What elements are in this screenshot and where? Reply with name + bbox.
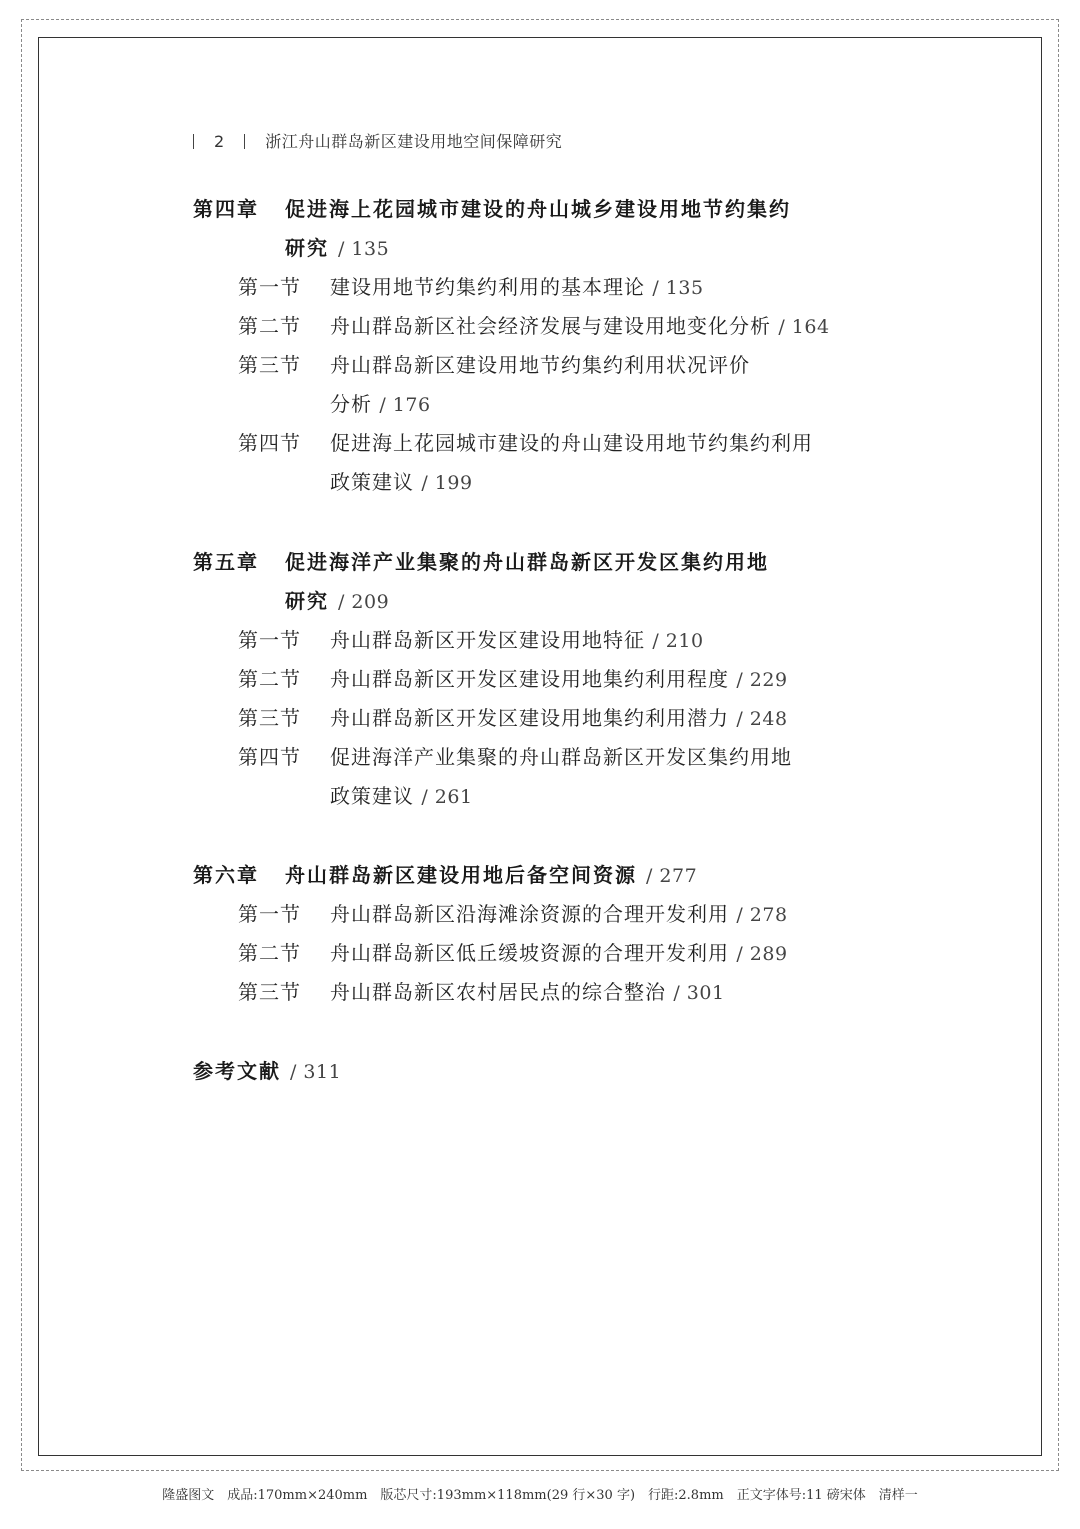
section-label: 第一节 bbox=[238, 275, 301, 299]
toc-section[interactable] bbox=[238, 272, 704, 302]
toc-section[interactable] bbox=[238, 742, 792, 772]
section-title: 舟山群岛新区农村居民点的综合整治 bbox=[330, 980, 666, 1004]
toc-section-cont[interactable] bbox=[330, 781, 473, 811]
section-title: 舟山群岛新区开发区建设用地集约利用程度 bbox=[330, 667, 729, 691]
section-title: 舟山群岛新区低丘缓坡资源的合理开发利用 bbox=[330, 941, 729, 965]
chapter-label: 第五章 bbox=[193, 550, 259, 574]
page-ref: / 135 bbox=[652, 277, 704, 299]
toc-section-cont[interactable] bbox=[330, 389, 431, 419]
section-title-cont: 分析 bbox=[330, 392, 372, 416]
chapter-title-cont: 研究 bbox=[285, 236, 329, 260]
chapter-6-heading[interactable] bbox=[193, 860, 697, 890]
page-ref: / 261 bbox=[421, 786, 473, 808]
section-label: 第二节 bbox=[238, 667, 301, 691]
divider-bar bbox=[193, 134, 194, 149]
section-title-cont: 政策建议 bbox=[330, 470, 414, 494]
references-heading[interactable] bbox=[193, 1056, 341, 1086]
chapter-title: 促进海洋产业集聚的舟山群岛新区开发区集约用地 bbox=[285, 550, 769, 574]
section-label: 第四节 bbox=[238, 745, 301, 769]
chapter-4-heading-cont[interactable] bbox=[285, 233, 389, 263]
print-slug-footer: 隆盛图文 成品:170mm×240mm 版芯尺寸:193mm×118mm(29 行×30 字) 行距:2.8mm 正文字体号:11 磅宋体 清样一 bbox=[162, 1488, 918, 1503]
chapter-5-heading[interactable] bbox=[193, 547, 769, 577]
page-ref: / 278 bbox=[736, 904, 788, 926]
section-label: 第三节 bbox=[238, 706, 301, 730]
toc-section-cont[interactable] bbox=[330, 467, 473, 497]
page-number: 2 bbox=[214, 132, 225, 151]
section-label: 第四节 bbox=[238, 431, 301, 455]
page-ref: / 311 bbox=[289, 1061, 342, 1083]
page-ref: / 248 bbox=[736, 708, 788, 730]
section-label: 第一节 bbox=[238, 902, 301, 926]
toc-section[interactable] bbox=[238, 350, 750, 380]
page-ref: / 199 bbox=[421, 472, 473, 494]
page-ref: / 210 bbox=[652, 630, 704, 652]
chapter-title: 舟山群岛新区建设用地后备空间资源 bbox=[285, 863, 637, 887]
section-label: 第二节 bbox=[238, 314, 301, 338]
section-title-cont: 政策建议 bbox=[330, 784, 414, 808]
section-label: 第二节 bbox=[238, 941, 301, 965]
page-ref: / 176 bbox=[379, 394, 431, 416]
book-title: 浙江舟山群岛新区建设用地空间保障研究 bbox=[265, 132, 563, 151]
page-ref: / 209 bbox=[337, 591, 390, 613]
section-title: 促进海洋产业集聚的舟山群岛新区开发区集约用地 bbox=[330, 745, 792, 769]
page-ref: / 301 bbox=[673, 982, 725, 1004]
chapter-label: 第六章 bbox=[193, 863, 259, 887]
toc-section[interactable] bbox=[238, 664, 788, 694]
section-title: 舟山群岛新区开发区建设用地集约利用潜力 bbox=[330, 706, 729, 730]
page-ref: / 164 bbox=[778, 316, 830, 338]
toc-section[interactable] bbox=[238, 899, 788, 929]
page-ref: / 229 bbox=[736, 669, 788, 691]
section-label: 第三节 bbox=[238, 980, 301, 1004]
references-title: 参考文献 bbox=[193, 1059, 281, 1083]
chapter-4-heading[interactable] bbox=[193, 194, 791, 224]
section-title: 舟山群岛新区开发区建设用地特征 bbox=[330, 628, 645, 652]
section-title: 建设用地节约集约利用的基本理论 bbox=[330, 275, 645, 299]
chapter-title-cont: 研究 bbox=[285, 589, 329, 613]
page-ref: / 135 bbox=[337, 238, 390, 260]
divider-bar bbox=[244, 134, 245, 149]
section-label: 第一节 bbox=[238, 628, 301, 652]
toc-section[interactable] bbox=[238, 977, 725, 1007]
toc-section[interactable] bbox=[238, 703, 788, 733]
section-title: 舟山群岛新区建设用地节约集约利用状况评价 bbox=[330, 353, 750, 377]
page-ref: / 277 bbox=[645, 865, 698, 887]
chapter-title: 促进海上花园城市建设的舟山城乡建设用地节约集约 bbox=[285, 197, 791, 221]
toc-section[interactable] bbox=[238, 311, 830, 341]
page-ref: / 289 bbox=[736, 943, 788, 965]
chapter-5-heading-cont[interactable] bbox=[285, 586, 389, 616]
section-title: 促进海上花园城市建设的舟山建设用地节约集约利用 bbox=[330, 431, 813, 455]
toc-section[interactable] bbox=[238, 428, 813, 458]
section-title: 舟山群岛新区沿海滩涂资源的合理开发利用 bbox=[330, 902, 729, 926]
running-head bbox=[193, 130, 562, 154]
toc-section[interactable] bbox=[238, 938, 788, 968]
toc-section[interactable] bbox=[238, 625, 704, 655]
section-label: 第三节 bbox=[238, 353, 301, 377]
section-title: 舟山群岛新区社会经济发展与建设用地变化分析 bbox=[330, 314, 771, 338]
chapter-label: 第四章 bbox=[193, 197, 259, 221]
